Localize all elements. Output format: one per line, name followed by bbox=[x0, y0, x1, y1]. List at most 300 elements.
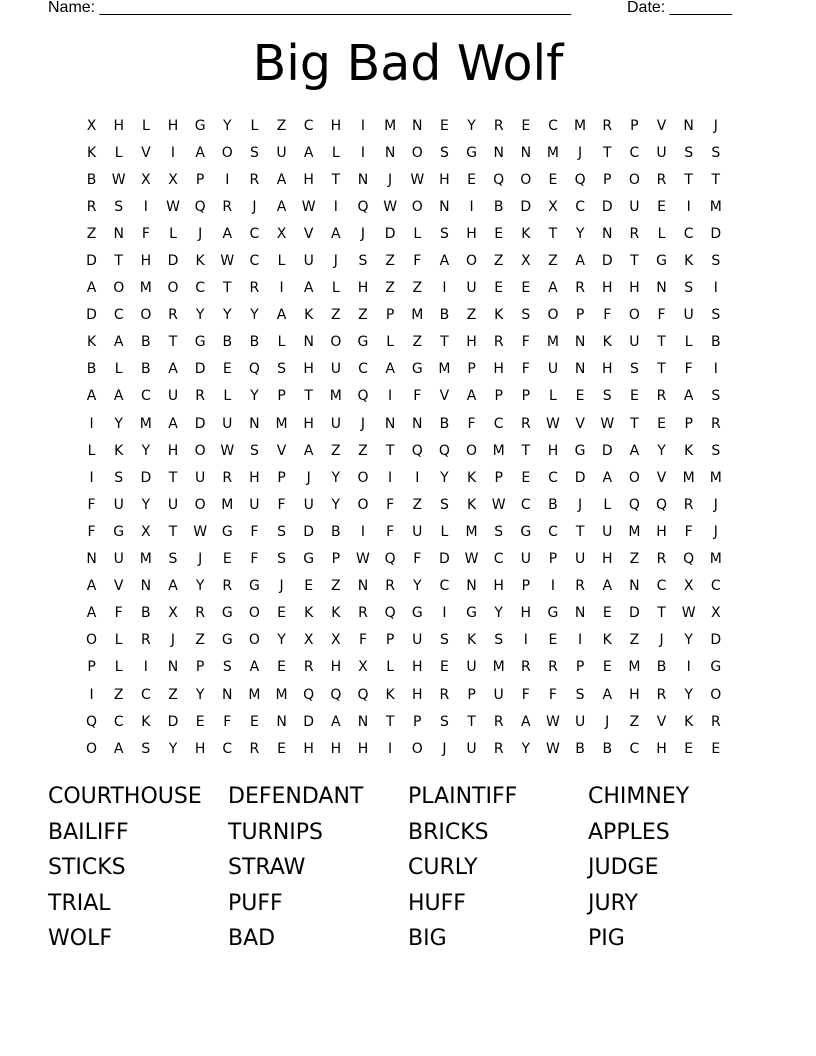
grid-letter[interactable]: P bbox=[575, 307, 585, 324]
grid-letter[interactable]: J bbox=[306, 469, 311, 486]
grid-letter[interactable]: S bbox=[575, 686, 585, 703]
grid-letter[interactable]: P bbox=[467, 686, 476, 703]
grid-letter[interactable]: D bbox=[384, 225, 396, 242]
grid-letter[interactable]: H bbox=[466, 225, 477, 242]
grid-letter[interactable]: F bbox=[141, 225, 150, 242]
grid-letter[interactable]: M bbox=[411, 307, 424, 324]
grid-letter[interactable]: Y bbox=[195, 686, 205, 703]
grid-letter[interactable]: R bbox=[222, 198, 233, 215]
grid-letter[interactable]: Z bbox=[331, 307, 341, 324]
grid-letter[interactable]: T bbox=[168, 469, 178, 486]
grid-letter[interactable]: U bbox=[412, 523, 423, 540]
grid-letter[interactable]: B bbox=[86, 361, 97, 378]
grid-letter[interactable]: I bbox=[713, 280, 718, 297]
grid-letter[interactable]: R bbox=[493, 713, 504, 730]
grid-letter[interactable]: F bbox=[114, 605, 123, 622]
grid-letter[interactable]: T bbox=[575, 523, 585, 540]
grid-letter[interactable]: D bbox=[167, 713, 179, 730]
grid-letter[interactable]: K bbox=[466, 496, 477, 513]
grid-letter[interactable]: Z bbox=[358, 442, 368, 459]
grid-letter[interactable]: Y bbox=[195, 307, 205, 324]
grid-letter[interactable]: I bbox=[415, 469, 420, 486]
grid-letter[interactable]: Z bbox=[629, 632, 640, 649]
grid-letter[interactable]: T bbox=[657, 605, 666, 622]
grid-letter[interactable]: F bbox=[386, 523, 395, 540]
grid-letter[interactable]: Z bbox=[86, 225, 97, 242]
grid-letter[interactable]: Z bbox=[385, 280, 395, 297]
grid-letter[interactable]: H bbox=[303, 171, 314, 188]
grid-letter[interactable]: G bbox=[357, 334, 369, 351]
grid-letter[interactable]: M bbox=[709, 198, 722, 215]
grid-letter[interactable]: Y bbox=[331, 496, 341, 513]
grid-letter[interactable]: U bbox=[303, 253, 314, 270]
grid-letter[interactable]: W bbox=[600, 415, 615, 432]
grid-letter[interactable]: B bbox=[86, 171, 97, 188]
grid-letter[interactable]: Y bbox=[277, 632, 286, 649]
grid-letter[interactable]: K bbox=[494, 307, 504, 324]
grid-letter[interactable]: Y bbox=[222, 117, 232, 134]
grid-letter[interactable]: R bbox=[683, 496, 694, 513]
grid-letter[interactable]: U bbox=[656, 144, 667, 161]
grid-letter[interactable]: I bbox=[469, 198, 474, 215]
grid-letter[interactable]: L bbox=[277, 334, 286, 351]
grid-letter[interactable]: R bbox=[710, 713, 721, 730]
grid-letter[interactable]: K bbox=[141, 713, 151, 730]
grid-letter[interactable]: X bbox=[711, 605, 721, 622]
grid-letter[interactable]: N bbox=[520, 144, 532, 161]
grid-letter[interactable]: Z bbox=[412, 334, 423, 351]
grid-letter[interactable]: K bbox=[466, 632, 477, 649]
grid-letter[interactable]: R bbox=[656, 171, 667, 188]
grid-letter[interactable]: Y bbox=[222, 307, 232, 324]
grid-letter[interactable]: G bbox=[194, 117, 206, 134]
grid-letter[interactable]: E bbox=[494, 225, 504, 242]
grid-letter[interactable]: M bbox=[574, 117, 587, 134]
grid-letter[interactable]: T bbox=[630, 253, 639, 270]
grid-letter[interactable]: P bbox=[195, 659, 205, 676]
grid-letter[interactable]: O bbox=[357, 469, 369, 486]
grid-letter[interactable]: N bbox=[384, 415, 396, 432]
grid-letter[interactable]: R bbox=[629, 225, 640, 242]
grid-letter[interactable]: H bbox=[601, 361, 613, 378]
grid-letter[interactable]: W bbox=[546, 740, 560, 757]
grid-letter[interactable]: X bbox=[683, 578, 694, 595]
grid-letter[interactable]: W bbox=[220, 253, 235, 270]
grid-letter[interactable]: Z bbox=[466, 307, 477, 324]
grid-letter[interactable]: D bbox=[86, 253, 97, 270]
grid-letter[interactable]: D bbox=[194, 415, 206, 432]
grid-letter[interactable]: W bbox=[193, 523, 208, 540]
grid-letter[interactable]: G bbox=[547, 605, 559, 622]
grid-letter[interactable]: N bbox=[222, 686, 233, 703]
grid-letter[interactable]: A bbox=[86, 605, 97, 622]
grid-letter[interactable]: X bbox=[548, 198, 558, 215]
grid-letter[interactable]: E bbox=[602, 659, 612, 676]
grid-letter[interactable]: B bbox=[141, 605, 151, 622]
grid-letter[interactable]: R bbox=[656, 686, 667, 703]
grid-letter[interactable]: C bbox=[439, 578, 450, 595]
grid-letter[interactable]: U bbox=[113, 496, 124, 513]
grid-letter[interactable]: E bbox=[521, 280, 531, 297]
grid-letter[interactable]: N bbox=[602, 225, 613, 242]
grid-letter[interactable]: X bbox=[331, 632, 341, 649]
grid-letter[interactable]: J bbox=[279, 578, 284, 595]
grid-letter[interactable]: U bbox=[167, 496, 179, 513]
grid-letter[interactable]: K bbox=[385, 686, 395, 703]
grid-letter[interactable]: M bbox=[628, 523, 641, 540]
grid-letter[interactable]: O bbox=[411, 198, 423, 215]
grid-letter[interactable]: U bbox=[602, 523, 613, 540]
grid-letter[interactable]: F bbox=[223, 713, 232, 730]
grid-letter[interactable]: R bbox=[168, 307, 178, 324]
grid-letter[interactable]: E bbox=[467, 171, 476, 188]
grid-letter[interactable]: Z bbox=[168, 686, 178, 703]
grid-letter[interactable]: O bbox=[86, 740, 98, 757]
grid-letter[interactable]: H bbox=[411, 659, 423, 676]
grid-letter[interactable]: J bbox=[360, 415, 366, 432]
grid-letter[interactable]: I bbox=[388, 388, 393, 405]
grid-letter[interactable]: S bbox=[249, 442, 259, 459]
grid-letter[interactable]: O bbox=[628, 307, 640, 324]
grid-letter[interactable]: H bbox=[330, 659, 342, 676]
grid-letter[interactable]: U bbox=[683, 307, 694, 324]
grid-letter[interactable]: J bbox=[713, 523, 718, 540]
grid-letter[interactable]: M bbox=[546, 334, 559, 351]
grid-letter[interactable]: K bbox=[86, 334, 97, 351]
grid-letter[interactable]: F bbox=[413, 551, 422, 568]
grid-letter[interactable]: H bbox=[411, 686, 423, 703]
grid-letter[interactable]: O bbox=[411, 144, 423, 161]
grid-letter[interactable]: A bbox=[276, 171, 287, 188]
grid-letter[interactable]: J bbox=[713, 496, 718, 513]
grid-letter[interactable]: V bbox=[276, 442, 287, 459]
grid-letter[interactable]: J bbox=[659, 632, 664, 649]
grid-letter[interactable]: U bbox=[574, 551, 586, 568]
grid-letter[interactable]: O bbox=[628, 171, 640, 188]
grid-letter[interactable]: E bbox=[494, 280, 504, 297]
grid-letter[interactable]: X bbox=[276, 225, 287, 242]
grid-letter[interactable]: U bbox=[520, 551, 531, 568]
grid-letter[interactable]: N bbox=[113, 225, 124, 242]
grid-letter[interactable]: P bbox=[385, 307, 395, 324]
grid-letter[interactable]: L bbox=[440, 523, 449, 540]
grid-letter[interactable]: D bbox=[710, 225, 722, 242]
grid-letter[interactable]: U bbox=[574, 713, 586, 730]
grid-letter[interactable]: I bbox=[170, 144, 176, 161]
grid-letter[interactable]: A bbox=[222, 225, 233, 242]
grid-letter[interactable]: W bbox=[166, 198, 180, 215]
grid-letter[interactable]: A bbox=[86, 578, 97, 595]
grid-letter[interactable]: Z bbox=[629, 551, 640, 568]
grid-letter[interactable]: D bbox=[439, 551, 450, 568]
grid-letter[interactable]: O bbox=[411, 740, 423, 757]
grid-letter[interactable]: T bbox=[222, 280, 232, 297]
grid-letter[interactable]: E bbox=[222, 361, 232, 378]
grid-letter[interactable]: C bbox=[493, 415, 504, 432]
grid-letter[interactable]: T bbox=[331, 171, 341, 188]
grid-letter[interactable]: G bbox=[520, 523, 532, 540]
grid-letter[interactable]: H bbox=[167, 442, 179, 459]
grid-letter[interactable]: F bbox=[467, 415, 476, 432]
grid-letter[interactable]: O bbox=[330, 334, 342, 351]
grid-letter[interactable]: L bbox=[114, 144, 123, 161]
grid-letter[interactable]: Y bbox=[521, 740, 531, 757]
grid-letter[interactable]: S bbox=[168, 551, 178, 568]
grid-letter[interactable]: Y bbox=[250, 388, 259, 405]
grid-letter[interactable]: K bbox=[304, 605, 314, 622]
grid-letter[interactable]: R bbox=[575, 280, 585, 297]
grid-letter[interactable]: B bbox=[575, 740, 585, 757]
grid-letter[interactable]: F bbox=[521, 361, 530, 378]
grid-letter[interactable]: T bbox=[168, 334, 178, 351]
grid-letter[interactable]: O bbox=[194, 442, 206, 459]
grid-letter[interactable]: U bbox=[222, 415, 233, 432]
grid-letter[interactable]: S bbox=[711, 253, 721, 270]
grid-letter[interactable]: J bbox=[198, 551, 203, 568]
grid-letter[interactable]: S bbox=[684, 144, 694, 161]
grid-letter[interactable]: Y bbox=[467, 117, 476, 134]
grid-letter[interactable]: Y bbox=[684, 686, 693, 703]
grid-letter[interactable]: N bbox=[303, 334, 314, 351]
grid-letter[interactable]: N bbox=[140, 578, 152, 595]
grid-letter[interactable]: M bbox=[628, 659, 641, 676]
grid-letter[interactable]: R bbox=[222, 469, 233, 486]
grid-letter[interactable]: G bbox=[113, 523, 125, 540]
grid-letter[interactable]: C bbox=[548, 469, 558, 486]
grid-letter[interactable]: N bbox=[276, 713, 287, 730]
grid-letter[interactable]: H bbox=[493, 578, 504, 595]
grid-letter[interactable]: Y bbox=[440, 469, 449, 486]
grid-letter[interactable]: A bbox=[331, 225, 341, 242]
grid-letter[interactable]: L bbox=[386, 334, 395, 351]
grid-letter[interactable]: O bbox=[466, 253, 478, 270]
grid-letter[interactable]: I bbox=[360, 117, 366, 134]
grid-letter[interactable]: O bbox=[194, 496, 206, 513]
grid-letter[interactable]: L bbox=[114, 361, 123, 378]
grid-letter[interactable]: P bbox=[630, 117, 639, 134]
grid-letter[interactable]: D bbox=[601, 198, 613, 215]
grid-letter[interactable]: H bbox=[357, 280, 369, 297]
grid-letter[interactable]: F bbox=[358, 632, 367, 649]
grid-letter[interactable]: I bbox=[143, 198, 148, 215]
grid-letter[interactable]: M bbox=[465, 523, 478, 540]
grid-letter[interactable]: F bbox=[277, 496, 286, 513]
grid-letter[interactable]: B bbox=[548, 496, 558, 513]
grid-letter[interactable]: D bbox=[628, 605, 640, 622]
grid-letter[interactable]: T bbox=[602, 144, 612, 161]
grid-letter[interactable]: A bbox=[113, 334, 124, 351]
grid-letter[interactable]: Q bbox=[493, 171, 505, 188]
grid-letter[interactable]: L bbox=[250, 117, 259, 134]
grid-letter[interactable]: B bbox=[141, 361, 151, 378]
grid-letter[interactable]: Q bbox=[438, 442, 450, 459]
grid-letter[interactable]: Q bbox=[411, 442, 423, 459]
grid-letter[interactable]: R bbox=[249, 740, 260, 757]
grid-letter[interactable]: U bbox=[330, 415, 341, 432]
grid-letter[interactable]: B bbox=[439, 415, 450, 432]
grid-letter[interactable]: W bbox=[356, 551, 370, 568]
grid-letter[interactable]: Z bbox=[276, 117, 287, 134]
grid-letter[interactable]: I bbox=[333, 198, 338, 215]
grid-letter[interactable]: O bbox=[221, 144, 233, 161]
grid-letter[interactable]: X bbox=[521, 253, 531, 270]
grid-letter[interactable]: A bbox=[385, 361, 395, 378]
grid-letter[interactable]: U bbox=[412, 632, 423, 649]
grid-letter[interactable]: W bbox=[383, 198, 398, 215]
grid-letter[interactable]: O bbox=[466, 442, 478, 459]
grid-letter[interactable]: F bbox=[684, 361, 693, 378]
grid-letter[interactable]: H bbox=[656, 523, 667, 540]
grid-letter[interactable]: X bbox=[86, 117, 97, 134]
grid-letter[interactable]: E bbox=[575, 388, 585, 405]
grid-letter[interactable]: P bbox=[467, 361, 476, 378]
grid-letter[interactable]: D bbox=[574, 469, 586, 486]
grid-letter[interactable]: R bbox=[493, 740, 504, 757]
grid-letter[interactable]: S bbox=[711, 307, 721, 324]
grid-letter[interactable]: I bbox=[713, 361, 718, 378]
grid-letter[interactable]: Y bbox=[494, 605, 503, 622]
grid-letter[interactable]: N bbox=[412, 117, 423, 134]
grid-letter[interactable]: R bbox=[303, 659, 314, 676]
grid-letter[interactable]: T bbox=[168, 523, 178, 540]
grid-letter[interactable]: D bbox=[140, 469, 152, 486]
grid-letter[interactable]: N bbox=[384, 144, 396, 161]
grid-letter[interactable]: M bbox=[492, 659, 505, 676]
grid-letter[interactable]: T bbox=[684, 171, 693, 188]
grid-letter[interactable]: G bbox=[710, 659, 722, 676]
grid-letter[interactable]: R bbox=[520, 659, 531, 676]
grid-letter[interactable]: E bbox=[277, 659, 286, 676]
grid-letter[interactable]: J bbox=[198, 225, 203, 242]
grid-letter[interactable]: I bbox=[143, 659, 148, 676]
grid-letter[interactable]: I bbox=[225, 171, 230, 188]
grid-letter[interactable]: Q bbox=[194, 198, 206, 215]
grid-letter[interactable]: K bbox=[602, 632, 612, 649]
grid-letter[interactable]: Z bbox=[493, 253, 504, 270]
grid-letter[interactable]: R bbox=[140, 632, 151, 649]
grid-letter[interactable]: O bbox=[248, 632, 260, 649]
grid-letter[interactable]: R bbox=[439, 686, 450, 703]
grid-letter[interactable]: A bbox=[276, 307, 287, 324]
grid-letter[interactable]: S bbox=[439, 144, 449, 161]
grid-letter[interactable]: S bbox=[114, 469, 124, 486]
grid-letter[interactable]: P bbox=[331, 551, 341, 568]
grid-letter[interactable]: J bbox=[605, 713, 610, 730]
grid-letter[interactable]: R bbox=[656, 388, 667, 405]
grid-letter[interactable]: M bbox=[709, 551, 722, 568]
grid-letter[interactable]: P bbox=[575, 659, 585, 676]
grid-letter[interactable]: I bbox=[360, 144, 366, 161]
grid-letter[interactable]: R bbox=[222, 578, 233, 595]
grid-letter[interactable]: D bbox=[710, 632, 722, 649]
grid-letter[interactable]: Q bbox=[574, 171, 586, 188]
grid-letter[interactable]: Q bbox=[384, 551, 396, 568]
grid-letter[interactable]: Q bbox=[330, 686, 342, 703]
grid-letter[interactable]: H bbox=[357, 740, 369, 757]
grid-letter[interactable]: T bbox=[304, 388, 313, 405]
grid-letter[interactable]: G bbox=[466, 605, 477, 622]
grid-letter[interactable]: K bbox=[684, 713, 694, 730]
grid-letter[interactable]: R bbox=[358, 605, 368, 622]
grid-letter[interactable]: E bbox=[249, 713, 259, 730]
grid-letter[interactable]: G bbox=[221, 632, 233, 649]
grid-letter[interactable]: L bbox=[331, 144, 340, 161]
grid-letter[interactable]: C bbox=[140, 686, 151, 703]
grid-letter[interactable]: W bbox=[681, 605, 696, 622]
grid-letter[interactable]: A bbox=[331, 713, 341, 730]
grid-letter[interactable]: A bbox=[303, 144, 314, 161]
grid-letter[interactable]: H bbox=[303, 740, 314, 757]
grid-letter[interactable]: R bbox=[548, 659, 558, 676]
grid-letter[interactable]: A bbox=[86, 280, 97, 297]
grid-letter[interactable]: V bbox=[575, 415, 585, 432]
grid-letter[interactable]: S bbox=[629, 361, 639, 378]
grid-letter[interactable]: L bbox=[386, 659, 395, 676]
grid-letter[interactable]: A bbox=[548, 280, 558, 297]
grid-letter[interactable]: Z bbox=[331, 578, 341, 595]
grid-letter[interactable]: A bbox=[276, 198, 287, 215]
grid-letter[interactable]: I bbox=[686, 659, 691, 676]
grid-letter[interactable]: U bbox=[167, 388, 179, 405]
grid-letter[interactable]: S bbox=[439, 632, 449, 649]
grid-letter[interactable]: V bbox=[303, 225, 314, 242]
grid-letter[interactable]: C bbox=[629, 144, 640, 161]
grid-letter[interactable]: H bbox=[601, 551, 613, 568]
grid-letter[interactable]: H bbox=[113, 117, 124, 134]
grid-letter[interactable]: P bbox=[494, 469, 503, 486]
grid-letter[interactable]: C bbox=[195, 280, 206, 297]
grid-letter[interactable]: D bbox=[601, 253, 613, 270]
grid-letter[interactable]: N bbox=[656, 280, 667, 297]
grid-letter[interactable]: J bbox=[333, 253, 338, 270]
grid-letter[interactable]: U bbox=[330, 361, 341, 378]
grid-letter[interactable]: C bbox=[303, 117, 314, 134]
grid-letter[interactable]: A bbox=[86, 388, 97, 405]
grid-letter[interactable]: E bbox=[548, 632, 558, 649]
grid-letter[interactable]: Y bbox=[168, 740, 178, 757]
grid-letter[interactable]: G bbox=[411, 605, 423, 622]
grid-letter[interactable]: P bbox=[603, 171, 612, 188]
grid-letter[interactable]: L bbox=[657, 225, 666, 242]
grid-letter[interactable]: S bbox=[439, 225, 449, 242]
grid-letter[interactable]: N bbox=[574, 361, 586, 378]
grid-letter[interactable]: Y bbox=[114, 415, 123, 432]
grid-letter[interactable]: N bbox=[574, 605, 586, 622]
grid-letter[interactable]: K bbox=[521, 225, 531, 242]
grid-letter[interactable]: K bbox=[331, 605, 341, 622]
grid-letter[interactable]: I bbox=[388, 469, 393, 486]
grid-letter[interactable]: X bbox=[168, 171, 178, 188]
grid-letter[interactable]: C bbox=[520, 496, 531, 513]
grid-letter[interactable]: N bbox=[412, 415, 423, 432]
grid-letter[interactable]: W bbox=[491, 496, 506, 513]
grid-letter[interactable]: D bbox=[520, 198, 532, 215]
grid-letter[interactable]: Q bbox=[86, 713, 98, 730]
grid-letter[interactable]: F bbox=[413, 253, 422, 270]
grid-letter[interactable]: U bbox=[466, 659, 477, 676]
grid-letter[interactable]: V bbox=[656, 713, 667, 730]
grid-letter[interactable]: E bbox=[304, 578, 314, 595]
grid-letter[interactable]: V bbox=[656, 117, 667, 134]
grid-letter[interactable]: E bbox=[521, 117, 531, 134]
grid-letter[interactable]: B bbox=[249, 334, 260, 351]
grid-letter[interactable]: P bbox=[87, 659, 96, 676]
grid-letter[interactable]: O bbox=[113, 280, 125, 297]
grid-letter[interactable]: B bbox=[222, 334, 233, 351]
grid-letter[interactable]: E bbox=[602, 605, 612, 622]
grid-letter[interactable]: Z bbox=[195, 632, 205, 649]
grid-letter[interactable]: F bbox=[87, 523, 96, 540]
